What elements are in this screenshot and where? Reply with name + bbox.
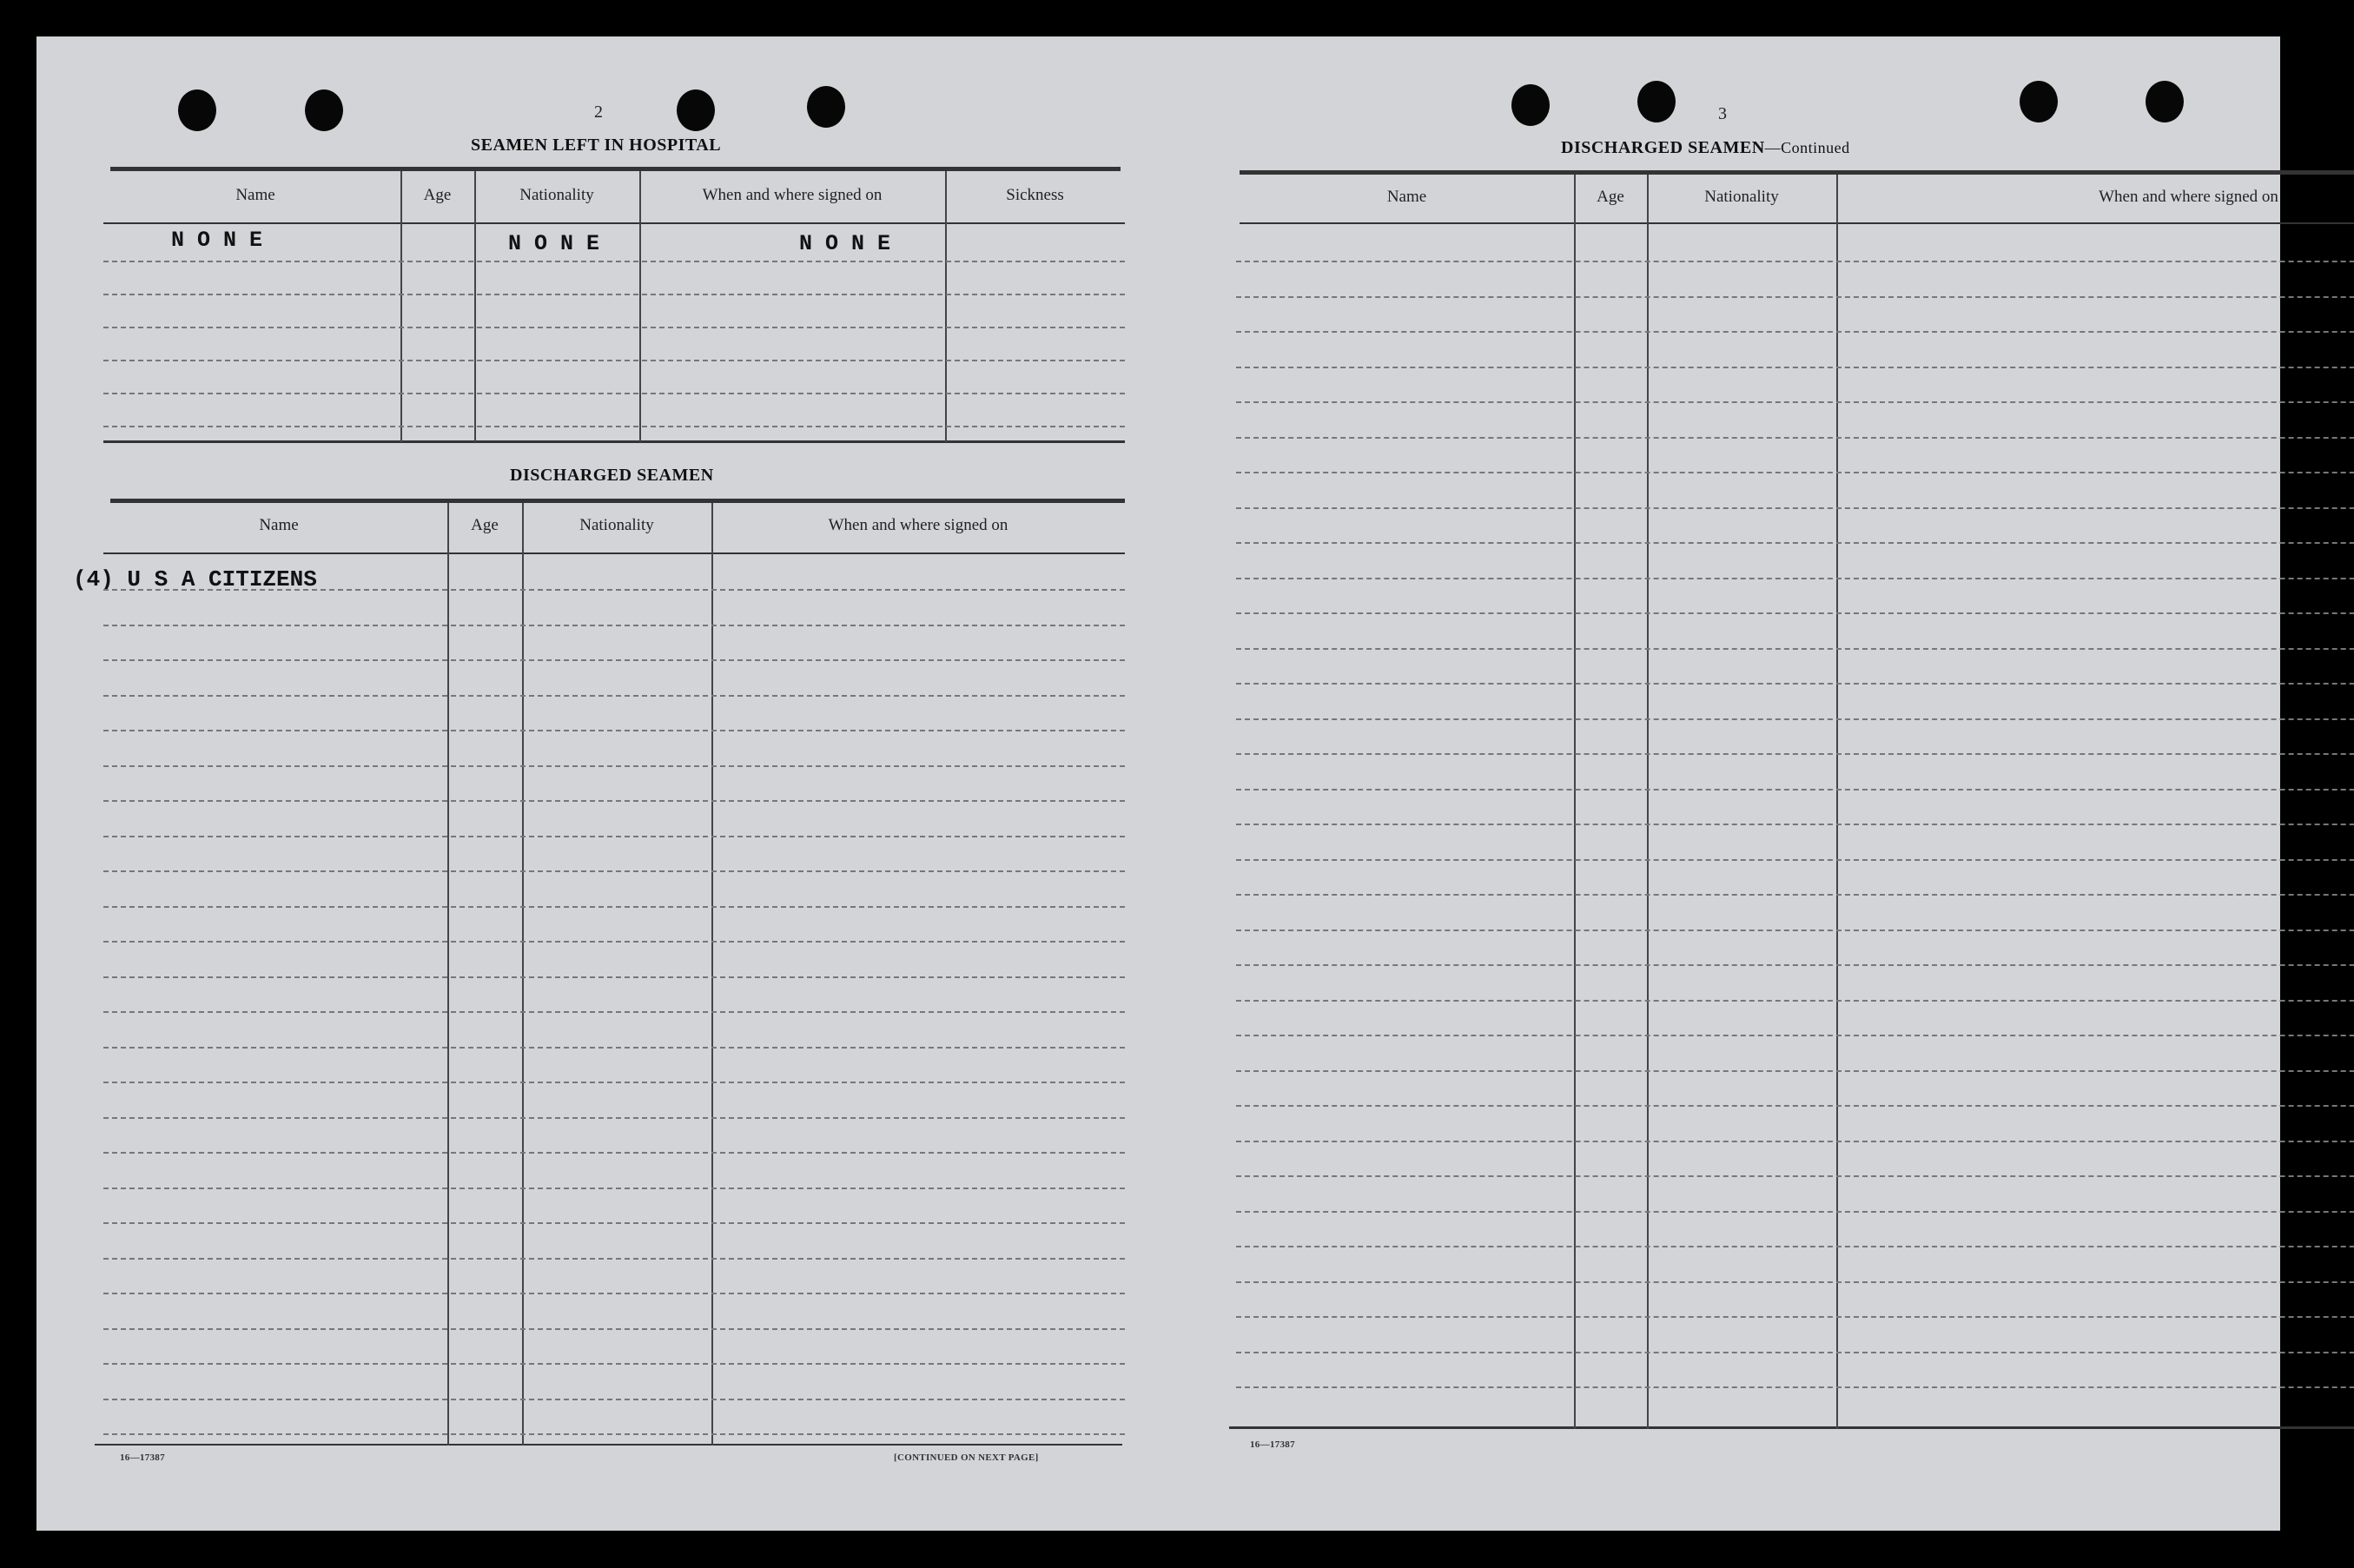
row-line	[103, 1011, 1125, 1013]
row-line	[103, 1047, 1125, 1049]
hospital-row-line	[103, 426, 1125, 427]
row-line	[1236, 1352, 2354, 1353]
row-line	[103, 1363, 1125, 1365]
hospital-row-line	[103, 393, 1125, 394]
row-line	[103, 1188, 1125, 1189]
discharged-continued-title	[1561, 138, 1850, 158]
row-line	[103, 1152, 1125, 1154]
row-line	[103, 941, 1125, 943]
continued-suffix: —Continued	[1764, 139, 1850, 156]
hospital-table-top-rule	[110, 167, 1121, 171]
row-line	[1236, 1000, 2354, 1002]
hospital-col-nationality: Nationality	[519, 186, 594, 204]
row-line	[1236, 1246, 2354, 1247]
discharged-table-bottom-rule	[95, 1444, 1122, 1446]
punch-hole	[807, 86, 845, 128]
row-line	[1236, 683, 2354, 685]
row-line	[103, 1433, 1125, 1435]
row-line	[1236, 542, 2354, 544]
punch-hole	[178, 89, 216, 131]
hospital-col-sickness: Sickness	[1006, 186, 1064, 204]
row-line	[1236, 964, 2354, 966]
row-line	[103, 836, 1125, 837]
hospital-signed-on-entry: N O N E	[799, 231, 891, 256]
row-line	[1236, 578, 2354, 579]
row-line	[103, 695, 1125, 697]
discharged-table-top-rule	[110, 499, 1125, 503]
page-number-left: 2	[594, 103, 603, 122]
hospital-col-divider	[639, 171, 641, 442]
hospital-col-name: Name	[235, 186, 275, 204]
row-line	[1236, 296, 2354, 298]
continued-col-name: Name	[1386, 188, 1427, 206]
continued-table-bottom-rule	[1229, 1426, 2354, 1429]
row-line	[1236, 331, 2354, 333]
row-line	[1236, 1386, 2354, 1388]
hospital-name-entry: N O N E	[171, 228, 263, 253]
row-line	[1236, 612, 2354, 614]
discharged-section-title: DISCHARGED SEAMEN	[510, 466, 714, 485]
row-line	[1236, 859, 2354, 861]
hospital-row-line	[103, 294, 1125, 295]
row-line	[1236, 472, 2354, 473]
row-line	[103, 1293, 1125, 1294]
row-line	[103, 1222, 1125, 1224]
discharged-col-age: Age	[471, 516, 499, 534]
form-number-left: 16—17387	[120, 1452, 165, 1463]
row-line	[1236, 261, 2354, 262]
row-line	[1236, 930, 2354, 931]
row-line	[103, 870, 1125, 872]
punch-hole	[1511, 84, 1550, 126]
row-line	[103, 589, 1125, 591]
continued-table-top-rule	[1240, 170, 2354, 175]
continued-note: [CONTINUED ON NEXT PAGE]	[894, 1452, 1039, 1463]
hospital-col-signed-on: When and where signed on	[702, 186, 883, 204]
discharged-table-header-rule	[103, 552, 1125, 554]
hospital-row-line	[103, 327, 1125, 328]
row-line	[103, 765, 1125, 767]
row-line	[103, 1328, 1125, 1330]
row-line	[103, 730, 1125, 731]
row-line	[103, 659, 1125, 661]
row-line	[1236, 1211, 2354, 1213]
discharged-continued-title-main: DISCHARGED SEAMEN	[1561, 138, 1765, 157]
punch-hole	[2146, 81, 2184, 122]
discharged-col-divider	[447, 503, 449, 1446]
row-line	[103, 1258, 1125, 1260]
hospital-row-line	[103, 261, 1125, 262]
discharged-col-divider	[711, 503, 713, 1446]
discharged-col-divider	[522, 503, 524, 1446]
continued-col-signed-on: When and where signed on	[2099, 188, 2278, 206]
hospital-section-title: SEAMEN LEFT IN HOSPITAL	[471, 136, 722, 155]
row-line	[103, 800, 1125, 802]
row-line	[1236, 1141, 2354, 1142]
row-line	[103, 906, 1125, 908]
continued-col-divider	[1836, 175, 1838, 1429]
hospital-table-bottom-rule	[103, 440, 1125, 443]
row-line	[1236, 1281, 2354, 1283]
row-line	[1236, 1175, 2354, 1177]
row-line	[1236, 1105, 2354, 1107]
hospital-col-divider	[945, 171, 947, 442]
row-line	[1236, 1035, 2354, 1036]
hospital-row-line	[103, 360, 1125, 361]
discharged-col-nationality: Nationality	[579, 516, 654, 534]
row-line	[1236, 437, 2354, 439]
row-line	[103, 625, 1125, 626]
row-line	[1236, 789, 2354, 791]
row-line	[103, 1082, 1125, 1083]
form-number-right: 16—17387	[1250, 1439, 1295, 1450]
hospital-nationality-entry: N O N E	[508, 231, 600, 256]
page-number-right: 3	[1718, 104, 1727, 123]
hospital-col-divider	[474, 171, 476, 442]
discharged-citizens-entry: (4) U S A CITIZENS	[73, 566, 317, 592]
hospital-col-divider	[400, 171, 402, 442]
row-line	[1236, 507, 2354, 509]
discharged-col-name: Name	[259, 516, 299, 534]
row-line	[1236, 1316, 2354, 1318]
row-line	[1236, 401, 2354, 403]
punch-hole	[305, 89, 343, 131]
row-line	[1236, 648, 2354, 650]
discharged-col-signed-on: When and where signed on	[828, 516, 1008, 534]
document-sheet	[36, 36, 2280, 1531]
row-line	[103, 976, 1125, 978]
row-line	[1236, 824, 2354, 825]
hospital-col-age: Age	[423, 186, 452, 204]
continued-table-header-rule	[1240, 222, 2354, 224]
hospital-table-header-rule	[103, 222, 1125, 224]
row-line	[1236, 367, 2354, 368]
punch-hole	[1637, 81, 1676, 122]
row-line	[1236, 1070, 2354, 1072]
row-line	[1236, 718, 2354, 720]
row-line	[1236, 894, 2354, 896]
continued-col-divider	[1647, 175, 1649, 1429]
continued-col-divider	[1574, 175, 1576, 1429]
row-line	[103, 1117, 1125, 1119]
row-line	[1236, 753, 2354, 755]
continued-col-age: Age	[1597, 188, 1624, 206]
punch-hole	[677, 89, 715, 131]
punch-hole	[2020, 81, 2058, 122]
row-line	[103, 1399, 1125, 1400]
continued-col-nationality: Nationality	[1704, 188, 1779, 206]
